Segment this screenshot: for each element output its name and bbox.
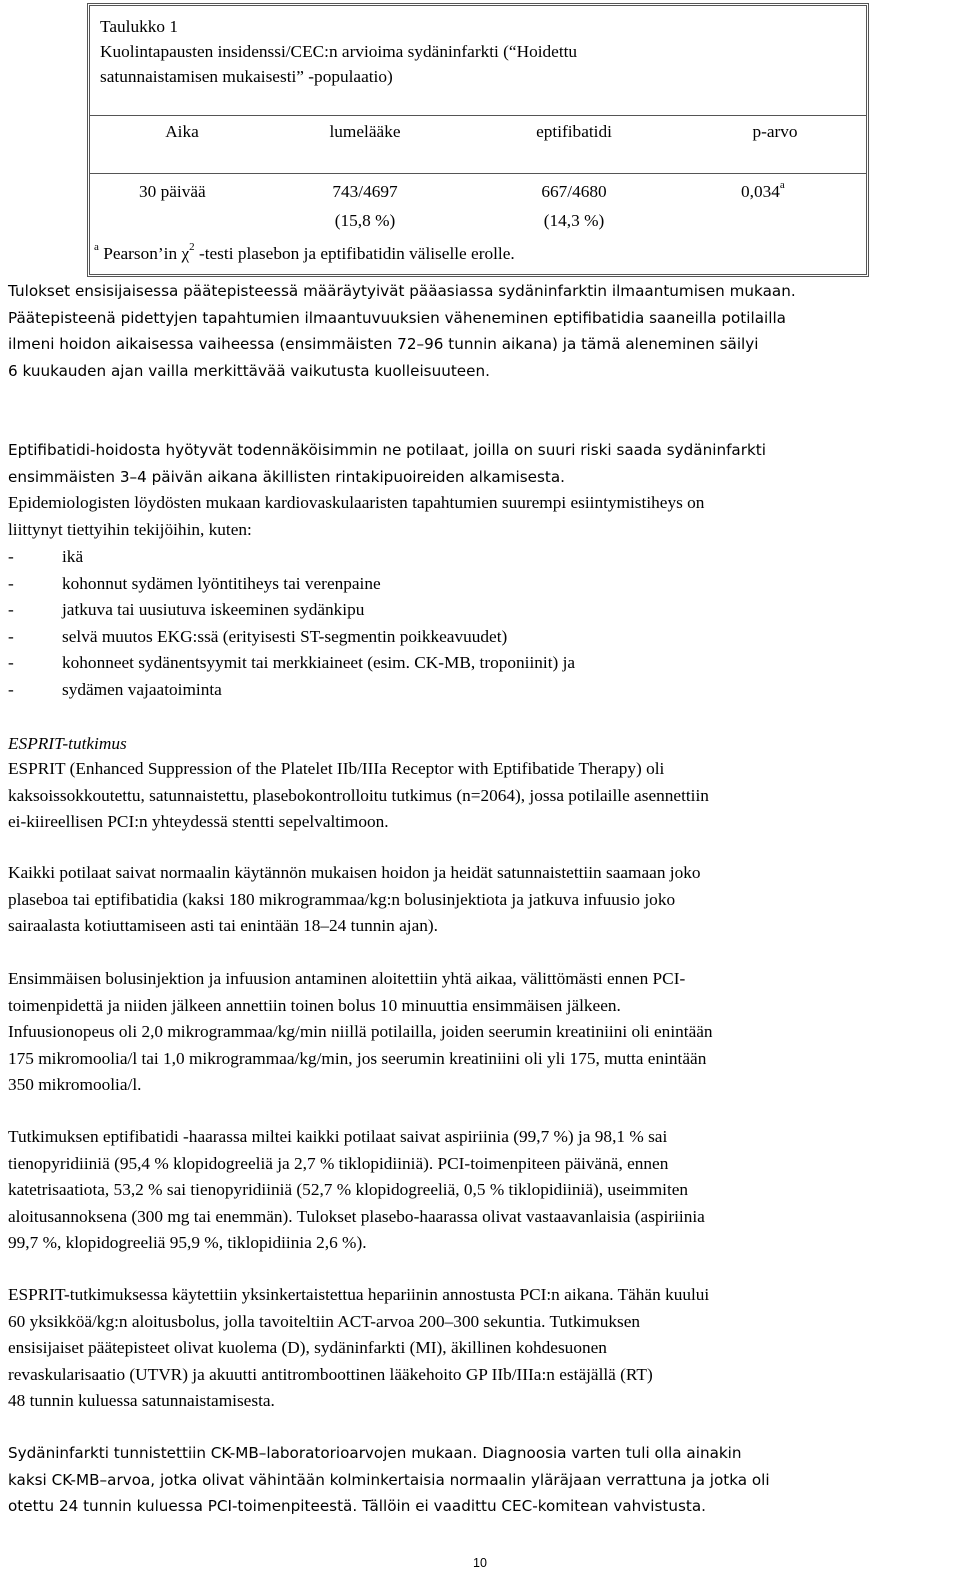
text-line: 60 yksikköä/kg:n aloitusbolus, jolla tavoiteltiin ACT-arvoa 200–300 sekuntia. Tutkimuksen xyxy=(8,1311,641,1331)
paragraph-infarct-definition xyxy=(8,1440,958,1520)
text-line: katetrisaatiota, 53,2 % sai tienopyridiiniä (52,7 % klopidogreeliä, 0,5 % tiklopidiiniä), useimmiten xyxy=(8,1180,689,1200)
text-line: ESPRIT (Enhanced Suppression of the Platelet IIb/IIIa Receptor with Eptifibatide Therapy) oli xyxy=(8,759,665,778)
paragraph-esprit-design xyxy=(8,756,958,836)
table-title-line: satunnaistamisen mukaisesti” -populaatio) xyxy=(100,67,393,86)
text-line: kaksi CK-MB–arvoa, jotka olivat vähintään kolminkertaisia normaalin yläräjaan verrattuna ja jotka oli xyxy=(8,1470,770,1489)
list-item-text: sydämen vajaatoiminta xyxy=(62,679,222,699)
bullet-dash: - xyxy=(8,626,14,646)
paragraph-heparin xyxy=(8,1282,958,1415)
text-line: Eptifibatidi-hoidosta hyötyvät todennäköisimmin ne potilaat, joilla on suuri riski saada sydäninfarkti xyxy=(8,441,766,459)
text-line: tienopyridiiniä (95,4 % klopidogreeliä ja 2,7 % tiklopidiiniä). PCI-toimenpiteen päivänä, ennen xyxy=(8,1153,669,1173)
paragraph-bolus xyxy=(8,966,958,1099)
footnote-text-after: -testi plasebon ja eptifibatidin väliselle erolle. xyxy=(194,244,515,263)
table-divider xyxy=(90,115,866,116)
text-line: Ensimmäisen bolusinjektion ja infuusion antaminen aloitettiin yhtä aikaa, välittömästi ennen PCI- xyxy=(8,969,686,988)
text-line: revaskularisaatio (UTVR) ja akuutti antitromboottinen lääkehoito GP IIb/IIIa:n estäjällä (RT) xyxy=(8,1364,653,1384)
text-line: Tulokset ensisijaisessa päätepisteessä määräytyivät pääasiassa sydäninfarktin ilmaantumisen mukaan. xyxy=(8,282,796,300)
cell-p-value xyxy=(741,179,785,206)
cell-placebo-pct: (15,8 %) xyxy=(334,211,396,230)
cell-placebo: 743/4697 xyxy=(332,182,398,201)
footnote-text-before: Pearson’in χ xyxy=(103,244,190,263)
table-divider xyxy=(90,173,866,174)
header-eptifibatide: eptifibatidi xyxy=(536,122,612,141)
text-line: 175 mikromoolia/l tai 1,0 mikrogrammaa/kg/min, jos seerumin kreatiniini oli yli 175, mutta enintään xyxy=(8,1048,707,1068)
page-number: 10 xyxy=(473,1556,487,1570)
list-item-text: kohonnut sydämen lyöntitiheys tai verenpaine xyxy=(62,573,381,593)
header-p-value: p-arvo xyxy=(752,122,798,141)
bullet-dash: - xyxy=(8,547,14,566)
text-line: 350 mikromoolia/l. xyxy=(8,1075,142,1095)
text-line: ESPRIT-tutkimuksessa käytettiin yksinkertaistettua hepariinin annostusta PCI:n aikana. Tähän kuului xyxy=(8,1285,710,1304)
text-line: toimenpidettä ja niiden jälkeen annettiin toinen bolus 10 minuuttia ensimmäisen jälkeen. xyxy=(8,995,621,1015)
esprit-heading: ESPRIT-tutkimus xyxy=(8,734,127,753)
text-line: Sydäninfarkti tunnistettiin CK-MB–laboratorioarvojen mukaan. Diagnoosia varten tuli olla ainakin xyxy=(8,1444,742,1462)
paragraph-treatment xyxy=(8,860,958,940)
text-line: ei-kiireellisen PCI:n yhteydessä stentti sepelvaltimoon. xyxy=(8,812,389,832)
text-line: sairaalasta kotiuttamiseen asti tai enintään 18–24 tunnin ajan). xyxy=(8,916,438,936)
text-line: Infuusionopeus oli 2,0 mikrogrammaa/kg/min niillä potilailla, joiden seerumin kreatiniini oli enintään xyxy=(8,1022,713,1042)
table-title-line: Kuolintapausten insidenssi/CEC:n arvioima sydäninfarkti (“Hoidettu xyxy=(100,42,578,61)
bullet-dash: - xyxy=(8,679,14,699)
table-caption: Taulukko 1 xyxy=(100,17,178,36)
p-value-number: 0,034 xyxy=(741,182,780,201)
text-line: Kaikki potilaat saivat normaalin käytännön mukaisen hoidon ja heidät satunnaistettiin saamaan joko xyxy=(8,863,701,882)
text-line: kaksoissokkoutettu, satunnaistettu, plasebokontrolloitu tutkimus (n=2064), jossa potilaille asennettiin xyxy=(8,785,709,805)
list-item-text: jatkuva tai uusiutuva iskeeminen sydänkipu xyxy=(62,600,365,620)
text-line: ensimmäisten 3–4 päivän aikana äkillisten rintakipuoireiden alkamisesta. xyxy=(8,467,565,486)
bullet-dash: - xyxy=(8,600,14,620)
text-line: ilmeni hoidon aikaisessa vaiheessa (ensimmäisten 72–96 tunnin aikana) ja tämä aleneminen säilyi xyxy=(8,335,759,354)
p-value-footnote-mark: a xyxy=(779,179,785,192)
footnote-mark: a xyxy=(94,241,99,254)
paragraph-benefit xyxy=(8,437,958,490)
paragraph-primary-endpoint xyxy=(8,278,958,384)
text-line: Päätepisteenä pidettyjen tapahtumien ilmaantuvuuksien väheneminen eptifibatidia saaneilla potilailla xyxy=(8,308,786,327)
text-line: 6 kuukauden ajan vailla merkittävää vaikutusta kuolleisuuteen. xyxy=(8,361,490,380)
text-line: 48 tunnin kuluessa satunnaistamisesta. xyxy=(8,1391,275,1411)
text-line: liittynyt tiettyihin tekijöihin, kuten: xyxy=(8,519,252,539)
cell-time: 30 päivää xyxy=(139,182,206,201)
list-item-text: kohonneet sydänentsyymit tai merkkiaineet (esim. CK-MB, troponiinit) ja xyxy=(62,653,576,673)
text-line: Epidemiologisten löydösten mukaan kardiovaskulaaristen tapahtumien suurempi esiintymistiheys on xyxy=(8,493,705,512)
table-footnote xyxy=(94,241,515,268)
results-table xyxy=(87,3,869,277)
text-line: plaseboa tai eptifibatidia (kaksi 180 mikrogrammaa/kg:n bolusinjektiota ja jatkuva infuusio joko xyxy=(8,889,676,909)
cell-eptifibatide: 667/4680 xyxy=(541,182,607,201)
bullet-dash: - xyxy=(8,573,14,593)
text-line: aloitusannoksena (300 mg tai enemmän). Tulokset plasebo-haarassa olivat vastaavanlaisia (aspiriinia xyxy=(8,1206,705,1226)
text-line: otettu 24 tunnin kuluessa PCI-toimenpiteestä. Tällöin ei vaadittu CEC-komitean vahvistusta. xyxy=(8,1497,706,1516)
list-item-text: selvä muutos EKG:ssä (erityisesti ST-segmentin poikkeavuudet) xyxy=(62,626,508,646)
text-line: Tutkimuksen eptifibatidi -haarassa miltei kaikki potilaat saivat aspiriinia (99,7 %) ja 98,1 % sai xyxy=(8,1127,668,1146)
header-time: Aika xyxy=(165,122,199,141)
bullet-dash: - xyxy=(8,653,14,673)
paragraph-antiplatelet xyxy=(8,1124,958,1257)
text-line: 99,7 %, klopidogreeliä 95,9 %, tiklopidiinia 2,6 %). xyxy=(8,1233,367,1253)
header-placebo: lumelääke xyxy=(329,122,401,141)
cell-eptifibatide-pct: (14,3 %) xyxy=(543,211,605,230)
paragraph-epidemiology xyxy=(8,490,958,543)
text-line: ensisijaiset päätepisteet olivat kuolema (D), sydäninfarkti (MI), äkillinen kohdesuonen xyxy=(8,1338,607,1358)
table-title-block xyxy=(100,14,860,89)
footnote-sup: 2 xyxy=(189,241,195,254)
list-item-text: ikä xyxy=(62,547,84,566)
